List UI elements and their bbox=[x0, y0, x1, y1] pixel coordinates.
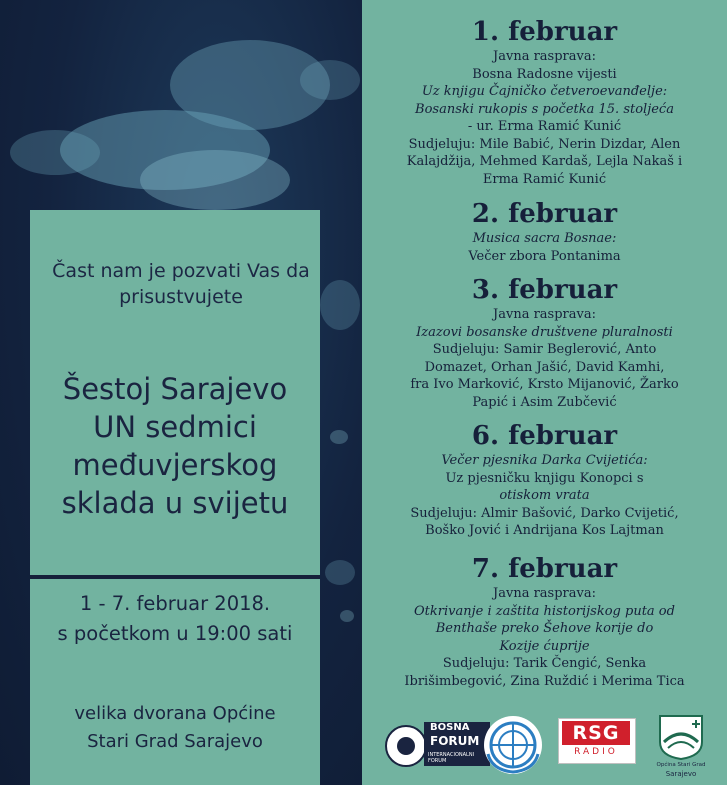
event-day-6 bbox=[362, 420, 727, 540]
rsg-logo-sub: RADIO bbox=[574, 747, 618, 757]
event-line: Uz pjesničku knjigu Konopci s bbox=[445, 470, 644, 486]
event-line: Sudjeluju: Almir Bašović, Darko Cvijetić, bbox=[410, 505, 679, 521]
event-line: Večer pjesnika Darka Cvijetića: bbox=[441, 453, 648, 468]
municipality-line2: Sarajevo bbox=[665, 770, 697, 778]
program-panel bbox=[362, 0, 727, 785]
event-dates bbox=[30, 589, 320, 649]
municipality-line1: Općina Stari Grad bbox=[656, 762, 706, 768]
event-line: Javna rasprava: bbox=[493, 586, 596, 601]
rsg-logo-name: RSG bbox=[562, 721, 630, 745]
event-date: 1. februar bbox=[471, 17, 618, 47]
event-line: Sudjeluju: Tarik Čengić, Senka bbox=[442, 656, 647, 671]
un-emblem-icon bbox=[482, 714, 544, 776]
venue-line: velika dvorana Općine bbox=[74, 703, 276, 724]
forum-logo-bottom: INTERNACIONALNI FORUM bbox=[428, 752, 475, 764]
event-line: fra Ivo Marković, Krsto Mijanović, Žarko bbox=[410, 377, 679, 392]
event-date: 2. februar bbox=[471, 199, 618, 229]
event-line: Papić i Asim Zubčević bbox=[472, 394, 617, 410]
invitation-intro bbox=[0, 258, 362, 310]
event-line: Kalajdžija, Mehmed Kardaš, Lejla Nakaš i bbox=[406, 154, 683, 169]
event-line: Musica sacra Bosnae: bbox=[472, 231, 617, 246]
event-line: Otkrivanje i zaštita historijskog puta od bbox=[414, 603, 675, 619]
forum-logo-mid: FORUM bbox=[430, 734, 480, 748]
event-day-2 bbox=[362, 198, 727, 265]
event-title: Šestoj Sarajevo UN sedmici međuvjerskog sklada u svijetu bbox=[61, 372, 289, 520]
municipality-crest-icon bbox=[654, 712, 708, 760]
event-line: Erma Ramić Kunić bbox=[482, 171, 607, 187]
decor-blob bbox=[140, 150, 290, 210]
un-logo bbox=[482, 714, 544, 776]
event-line: Kozije ćuprije bbox=[499, 638, 590, 654]
event-date: 6. februar bbox=[471, 421, 618, 451]
date-range: 1 - 7. februar 2018. bbox=[79, 592, 271, 615]
forum-logo-top: BOSNA bbox=[430, 722, 470, 733]
start-time: s početkom u 19:00 sati bbox=[57, 622, 293, 645]
event-line: - ur. Erma Ramić Kunić bbox=[467, 119, 622, 134]
rsg-radio-logo bbox=[558, 718, 634, 762]
divider bbox=[30, 575, 320, 579]
sponsor-logos bbox=[362, 712, 727, 782]
event-line: Javna rasprava: bbox=[493, 49, 596, 64]
decor-blob bbox=[10, 130, 100, 175]
event-line: Izazovi bosanske društvene pluralnosti bbox=[416, 324, 673, 340]
event-line: Domazet, Orhan Jašić, David Kamhi, bbox=[424, 359, 665, 375]
event-line: Uz knjigu Čajničko četveroevanđelje: bbox=[421, 84, 668, 99]
forum-logo bbox=[384, 716, 494, 772]
event-line: Sudjeluju: Mile Babić, Nerin Dizdar, Alen bbox=[408, 136, 681, 152]
event-day-1 bbox=[362, 16, 727, 188]
event-line: Benthaše preko Šehove korije do bbox=[435, 621, 654, 636]
event-day-7 bbox=[362, 553, 727, 690]
venue bbox=[30, 700, 320, 756]
decor-blob bbox=[325, 560, 355, 585]
decor-blob bbox=[330, 430, 348, 444]
decor-blob bbox=[300, 60, 360, 100]
decor-blob bbox=[340, 610, 354, 622]
event-line: Bosanski rukopis s početka 15. stoljeća bbox=[415, 101, 674, 117]
municipality-logo bbox=[654, 712, 708, 782]
event-line: Večer zbora Pontanima bbox=[468, 248, 621, 264]
event-line: Boško Jović i Andrijana Kos Lajtman bbox=[425, 523, 664, 538]
event-line: otiskom vrata bbox=[499, 488, 590, 503]
event-date: 7. februar bbox=[471, 554, 618, 584]
venue-line: Stari Grad Sarajevo bbox=[87, 731, 263, 752]
event-line: Ibrišimbegović, Zina Ruždić i Merima Tica bbox=[404, 673, 685, 689]
intro-text: Čast nam je pozvati Vas da prisustvujete bbox=[52, 260, 310, 308]
event-line: Sudjeluju: Samir Beglerović, Anto bbox=[432, 342, 657, 357]
event-line: Javna rasprava: bbox=[493, 307, 596, 322]
event-date: 3. februar bbox=[471, 275, 618, 305]
event-line: Bosna Radosne vijesti bbox=[472, 66, 617, 82]
event-day-3 bbox=[362, 274, 727, 411]
